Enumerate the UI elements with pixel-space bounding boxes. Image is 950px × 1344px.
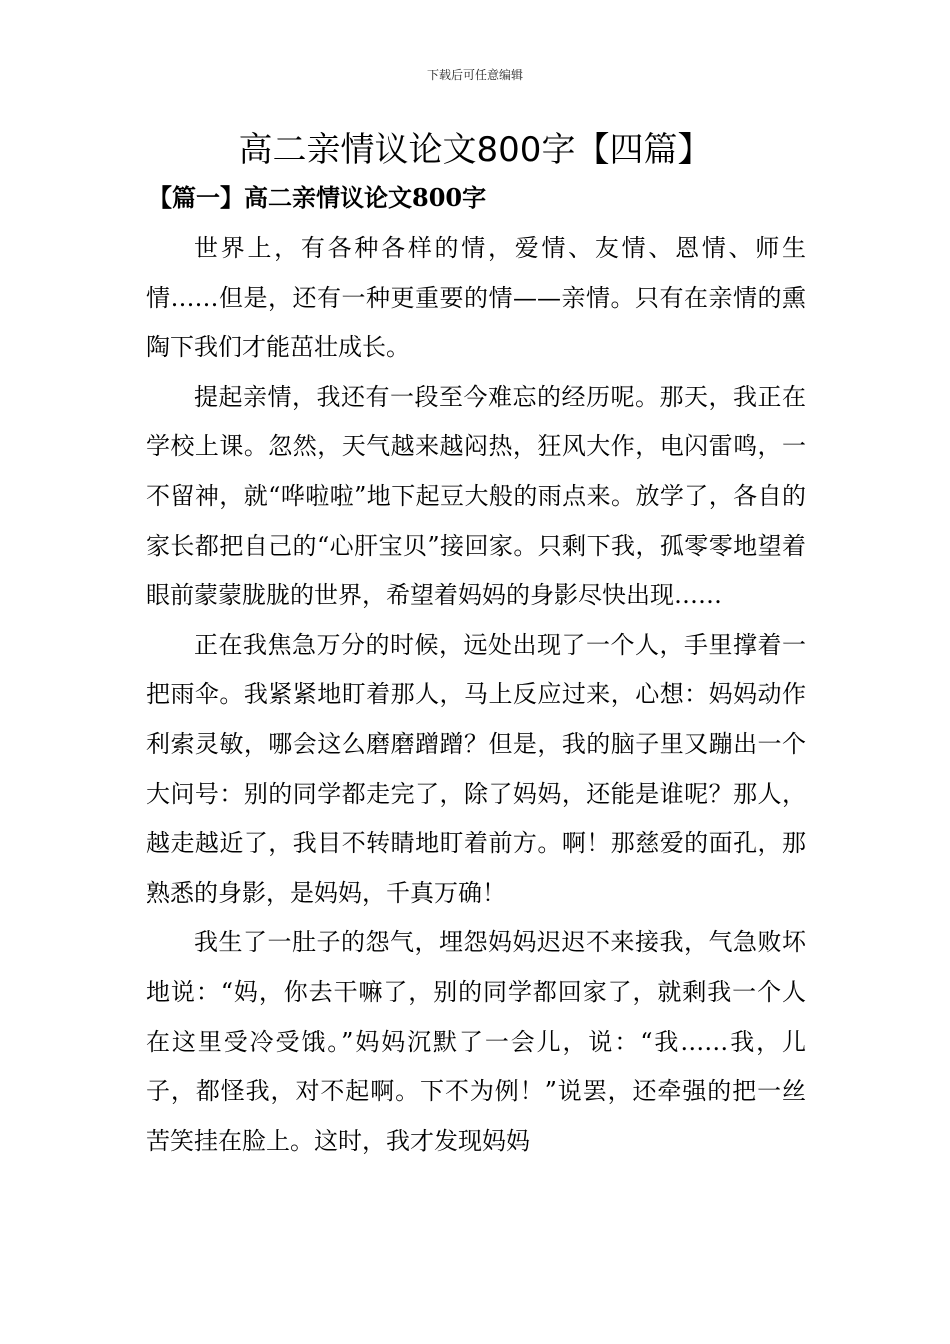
paragraph: 提起亲情，我还有一段至今难忘的经历呢。那天，我正在学校上课。忽然，天气越来越闷热，狂风大作，电闪雷鸣，一不留神，就“哗啦啦”地下起豆大般的雨点来。放学了，各自的家长都把自己的“心肝宝贝”接回家。只剩下我，孤零零地望着眼前蒙蒙胧胧的世界，希望着妈妈的身影尽快出现…… [146, 382, 806, 610]
header-note: 下载后可任意编辑 [426, 68, 523, 82]
paragraph: 正在我焦急万分的时候，远处出现了一个人，手里撑着一把雨伞。我紧紧地盯着那人，马上反应过来，心想：妈妈动作利索灵敏，哪会这么磨磨蹭蹭？但是，我的脑子里又蹦出一个大问号：别的同学都走完了，除了妈妈，还能是谁呢？那人，越走越近了，我目不转睛地盯着前方。啊！那慈爱的面孔，那熟悉的身影，是妈妈，千真万确！ [146, 630, 806, 907]
document-title: 高二亲情议论文800字【四篇】 [238, 130, 712, 170]
paragraph: 世界上，有各种各样的情，爱情、友情、恩情、师生情……但是，还有一种更重要的情——亲情。只有在亲情的熏陶下我们才能茁壮成长。 [146, 234, 806, 362]
body-text [146, 224, 806, 1166]
paragraph: 我生了一肚子的怨气，埋怨妈妈迟迟不来接我，气急败坏地说：“妈，你去干嘛了，别的同学都回家了，就剩我一个人在这里受冷受饿。”妈妈沉默了一会儿，说：“我……我，儿子，都怪我，对不起啊。下不为例！”说罢，还牵强的把一丝苦笑挂在脸上。这时，我才发现妈妈 [146, 928, 806, 1155]
section-heading: 【篇一】高二亲情议论文800字 [148, 183, 487, 212]
